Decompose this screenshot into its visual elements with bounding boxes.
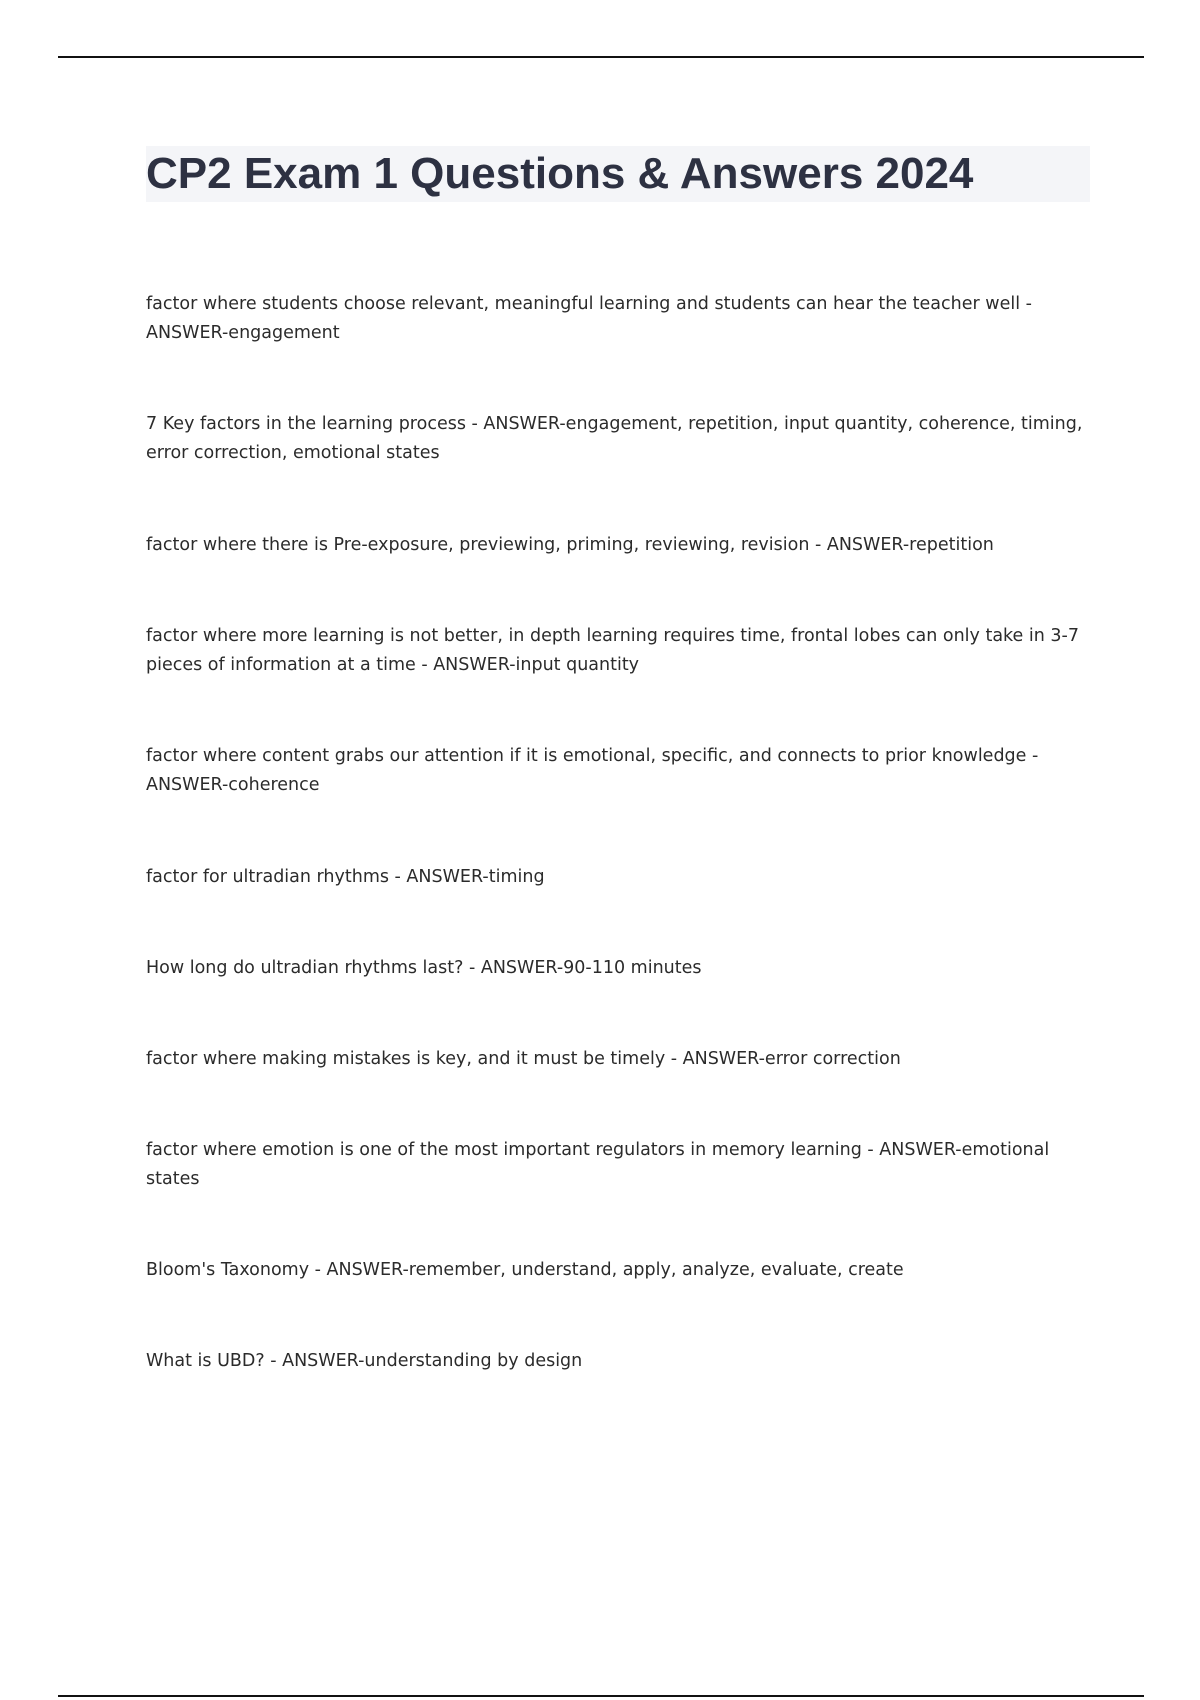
document-title: CP2 Exam 1 Questions & Answers 2024	[146, 149, 974, 198]
qa-item: factor where more learning is not better, in depth learning requires time, frontal lobes can only take in 3-7 pieces of information at a time - ANSWER-input quantity	[146, 626, 1079, 675]
qa-item: How long do ultradian rhythms last? - ANSWER-90-110 minutes	[146, 958, 702, 978]
qa-item: What is UBD? - ANSWER-understanding by design	[146, 1351, 583, 1371]
footer-rule	[58, 1695, 1144, 1697]
qa-item: factor where there is Pre-exposure, previewing, priming, reviewing, revision - ANSWER-repetition	[146, 535, 994, 555]
qa-item: factor where emotion is one of the most important regulators in memory learning - ANSWER-emotional states	[146, 1140, 1050, 1189]
qa-item: factor for ultradian rhythms - ANSWER-timing	[146, 867, 545, 887]
header-rule	[58, 56, 1144, 58]
qa-item: Bloom's Taxonomy - ANSWER-remember, understand, apply, analyze, evaluate, create	[146, 1260, 904, 1280]
qa-item: factor where making mistakes is key, and it must be timely - ANSWER-error correction	[146, 1049, 901, 1069]
qa-item: factor where students choose relevant, meaningful learning and students can hear the teacher well - ANSWER-engagement	[146, 294, 1032, 343]
qa-item: factor where content grabs our attention if it is emotional, specific, and connects to prior knowledge - ANSWER-coherence	[146, 746, 1039, 795]
qa-item: 7 Key factors in the learning process - ANSWER-engagement, repetition, input quantity, coherence, timing, error correction, emotional states	[146, 414, 1083, 463]
